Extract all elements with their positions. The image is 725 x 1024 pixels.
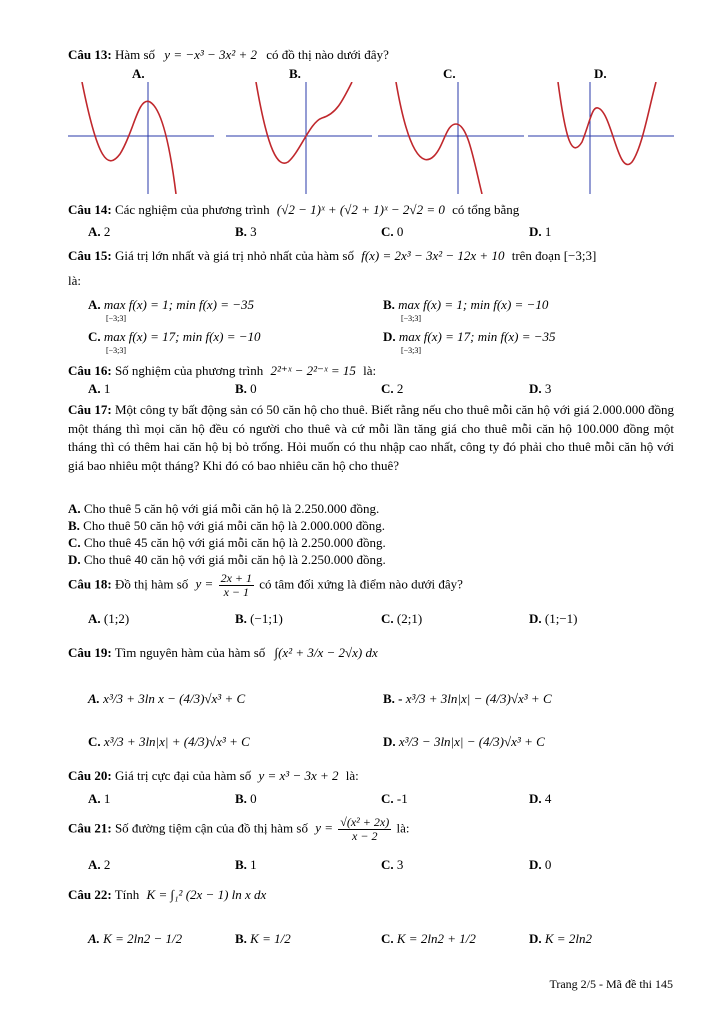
q21-option-a: A. 2 [88,857,111,872]
q16-formula: 2²⁺ˣ − 2²⁻ˣ = 15 [270,363,356,378]
q14-option-a: A. 2 [88,224,111,239]
q22-formula: K = ∫₁² (2x − 1) ln x dx [146,887,267,902]
q19-option-b: B. - x³/3 + 3ln|x| − (4/3)√x³ + C [383,691,552,706]
q20-formula: y = x³ − 3x + 2 [258,768,339,783]
q20-option-b: B. 0 [235,791,257,806]
q14-option-c: C. 0 [381,224,404,239]
q13-option-a-label: A. [132,66,145,81]
q20-option-a: A. 1 [88,791,111,806]
q21-option-b: B. 1 [235,857,257,872]
question-17: Câu 17: Một công ty bất động sản có 50 căn hộ cho thuê. Biết rằng nếu cho thuê mỗi căn hộ với giá 2.000.000 đồng một tháng thì mọi căn hộ đều có người cho thuê và cứ mỗi lần tăng giá cho thuê mỗi căn hộ 100.000 đồng một tháng thì có thêm hai căn hộ bị bỏ trống. Hỏi muốn có thu nhập cao nhất, công ty đó phải cho thuê mỗi căn hộ với giá bao nhiêu một tháng? Khi đó có bao nhiêu căn hộ cho thuê? [68,402,675,473]
q20-option-c: C. -1 [381,791,408,806]
q13-option-b-label: B. [289,66,301,81]
q22-option-b: B. K = 1/2 [235,931,291,946]
question-22: Câu 22: Tính K = ∫₁² (2x − 1) ln x dx [68,887,267,902]
q19-option-c: C. x³/3 + 3ln|x| + (4/3)√x³ + C [88,734,250,749]
q16-option-d: D. 3 [529,381,552,396]
q17-option-c: C. Cho thuê 45 căn hộ với giá mỗi căn hộ là 2.250.000 đồng. [68,535,386,550]
q22-option-c: C. K = 2ln2 + 1/2 [381,931,476,946]
q13-graph-c [378,82,524,194]
question-18: Câu 18: Đồ thị hàm số y = $\frac{2x + 1}{x - 1}$ có tâm đối xứng là điểm nào dưới đây? [68,571,463,599]
q13-graph-d [528,82,674,194]
q16-option-b: B. 0 [235,381,257,396]
q15-option-a: A. max f(x) = 1; min f(x) = −35 [−3;3] [88,297,255,323]
q21-fraction: $\frac{\text{√(x² + 2x)}}{x - 2}$ [340,815,390,843]
question-21: Câu 21: Số đường tiệm cận của đồ thị hàm số y = $\frac{\text{√(x² + 2x)}}{x - 2}$ là: [68,815,410,843]
q14-option-b: B. 3 [235,224,257,239]
q15-option-d: D. max f(x) = 17; min f(x) = −35 [−3;3] [383,329,556,355]
q21-option-c: C. 3 [381,857,404,872]
q19-formula: ∫(x² + 3/x − 2√x) dx [274,645,378,660]
q17-option-b: B. Cho thuê 50 căn hộ với giá mỗi căn hộ là 2.000.000 đồng. [68,518,386,533]
question-16: Câu 16: Số nghiệm của phương trình 2²⁺ˣ − 2²⁻ˣ = 15 là: [68,363,377,378]
question-19: Câu 19: Tìm nguyên hàm của hàm số ∫(x² + 3/x − 2√x) dx [68,645,378,660]
q22-option-d: D. K = 2ln2 [529,931,592,946]
q21-option-d: D. 0 [529,857,552,872]
q16-option-a: A. 1 [88,381,111,396]
q13-formula: y = −x³ − 3x² + 2 [164,47,257,62]
q19-option-d: D. x³/3 − 3ln|x| − (4/3)√x³ + C [383,734,545,749]
q18-option-a: A. (1;2) [88,611,130,626]
q22-option-a: A. K = 2ln2 − 1/2 [88,931,183,946]
q15-option-c: C. max f(x) = 17; min f(x) = −10 [−3;3] [88,329,261,355]
q15-formula: f(x) = 2x³ − 3x² − 12x + 10 [361,248,505,263]
q13-option-d-label: D. [594,66,607,81]
q18-option-b: B. (−1;1) [235,611,283,626]
q14-formula: (√2 − 1)ˣ + (√2 + 1)ˣ − 2√2 = 0 [276,202,445,217]
q16-option-c: C. 2 [381,381,404,396]
question-14: Câu 14: Các nghiệm của phương trình (√2 − 1)ˣ + (√2 + 1)ˣ − 2√2 = 0 có tổng bằng [68,202,520,217]
question-13: Câu 13: Hàm số y = −x³ − 3x² + 2 có đồ thị nào dưới đây? [68,47,389,62]
q17-option-a: A. Cho thuê 5 căn hộ với giá mỗi căn hộ là 2.250.000 đồng. [68,501,380,516]
q13-option-c-label: C. [443,66,456,81]
q18-option-c: C. (2;1) [381,611,423,626]
q13-graph-a [68,82,214,194]
q19-option-a: A. x³/3 + 3ln x − (4/3)√x³ + C [88,691,246,706]
q18-fraction: $\frac{2x + 1}{x - 1}$ [220,571,252,599]
q17-option-d: D. Cho thuê 40 căn hộ với giá mỗi căn hộ là 2.250.000 đồng. [68,552,386,567]
page-footer: Trang 2/5 - Mã đề thi 145 [549,977,673,991]
q20-option-d: D. 4 [529,791,552,806]
q18-option-d: D. (1;−1) [529,611,578,626]
q15-tail: là: [68,273,81,288]
q15-option-b: B. max f(x) = 1; min f(x) = −10 [−3;3] [383,297,549,323]
q14-option-d: D. 1 [529,224,552,239]
q13-graph-b [226,82,372,194]
question-15: Câu 15: Giá trị lớn nhất và giá trị nhỏ nhất của hàm số f(x) = 2x³ − 3x² − 12x + 10 trên đoạn [−3;3] [68,248,597,263]
question-20: Câu 20: Giá trị cực đại của hàm số y = x³ − 3x + 2 là: [68,768,359,783]
